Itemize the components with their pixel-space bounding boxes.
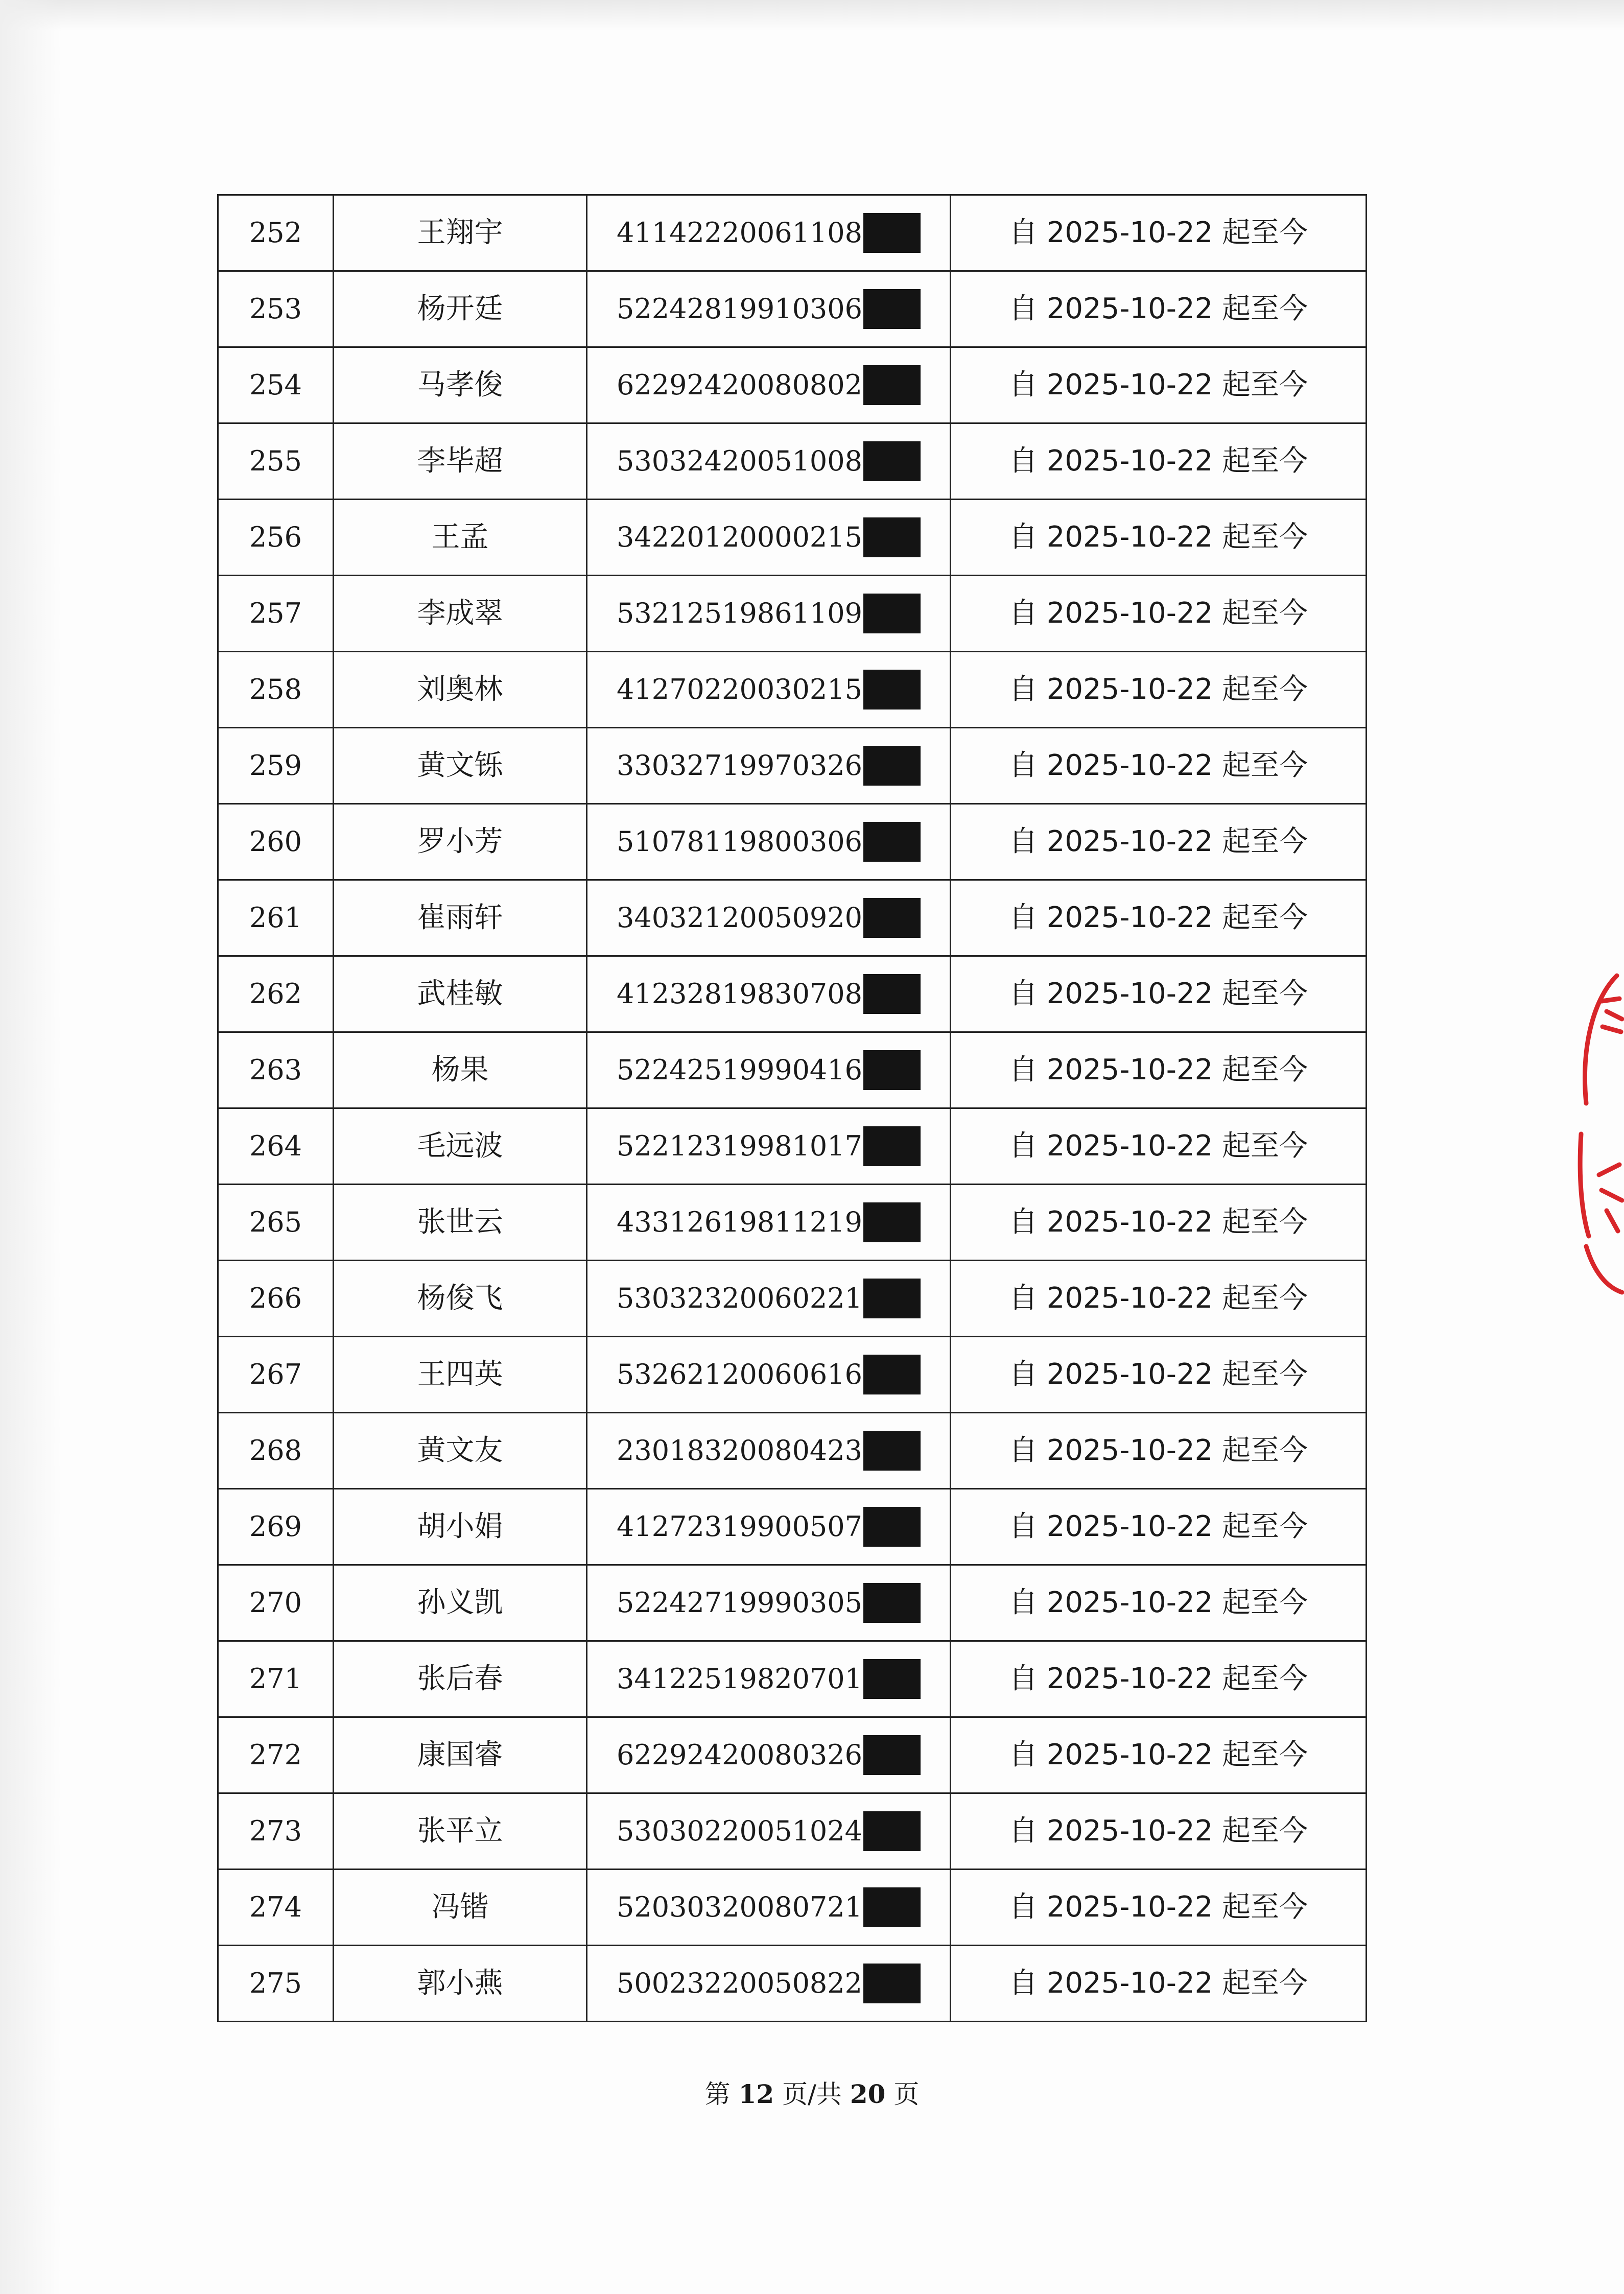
id-number-text: 52030320080721: [617, 1891, 862, 1923]
redaction-block: [863, 1887, 921, 1927]
id-number-cell: [587, 576, 951, 652]
row-number-cell: 274: [218, 1870, 334, 1946]
redaction-block: [863, 1735, 921, 1775]
redaction-block: [863, 441, 921, 481]
redaction-block: [863, 1507, 921, 1547]
row-number-cell: 275: [218, 1946, 334, 2022]
period-cell: 自 2025-10-22 起至今: [951, 804, 1367, 880]
period-cell: 自 2025-10-22 起至今: [951, 1337, 1367, 1413]
id-number-cell: [587, 500, 951, 576]
row-number-cell: 253: [218, 271, 334, 347]
id-number-cell: [587, 1413, 951, 1489]
table-row: [218, 956, 1367, 1032]
table-row: [218, 1337, 1367, 1413]
name-cell: 冯锴: [334, 1870, 587, 1946]
redaction-block: [863, 1279, 921, 1318]
name-cell: 黄文铄: [334, 728, 587, 804]
period-cell: 自 2025-10-22 起至今: [951, 728, 1367, 804]
period-cell: 自 2025-10-22 起至今: [951, 1565, 1367, 1641]
redaction-block: [863, 746, 921, 786]
redaction-block: [863, 289, 921, 329]
id-number-text: 34220120000215: [617, 521, 862, 553]
table-row: [218, 423, 1367, 500]
name-cell: 王孟: [334, 500, 587, 576]
table-row: [218, 1793, 1367, 1870]
id-number-cell: [587, 1717, 951, 1793]
row-number-cell: 252: [218, 195, 334, 271]
name-cell: 李毕超: [334, 423, 587, 500]
name-cell: 刘奥林: [334, 652, 587, 728]
period-cell: 自 2025-10-22 起至今: [951, 576, 1367, 652]
id-number-text: 52242519990416: [617, 1054, 862, 1086]
scan-shadow-top: [0, 0, 1624, 31]
id-number-text: 41232819830708: [617, 978, 862, 1010]
row-number-cell: 258: [218, 652, 334, 728]
name-cell: 黄文友: [334, 1413, 587, 1489]
name-cell: 毛远波: [334, 1108, 587, 1185]
total-page-count: 20: [850, 2079, 886, 2109]
table-row: [218, 728, 1367, 804]
period-cell: 自 2025-10-22 起至今: [951, 1108, 1367, 1185]
table-row: [218, 1032, 1367, 1108]
footer-middle: 页/共: [782, 2079, 842, 2109]
id-number-text: 53032420051008: [617, 445, 862, 477]
id-number-text: 41142220061108: [617, 217, 862, 249]
table-row: [218, 576, 1367, 652]
id-number-text: 43312619811219: [617, 1206, 862, 1238]
id-number-cell: [587, 347, 951, 423]
row-number-cell: 257: [218, 576, 334, 652]
row-number-cell: 268: [218, 1413, 334, 1489]
id-number-text: 34032120050920: [617, 902, 862, 934]
table-row: [218, 1565, 1367, 1641]
id-number-cell: [587, 1793, 951, 1870]
period-cell: 自 2025-10-22 起至今: [951, 347, 1367, 423]
table-row: [218, 500, 1367, 576]
period-cell: 自 2025-10-22 起至今: [951, 1032, 1367, 1108]
id-number-cell: [587, 1641, 951, 1717]
name-cell: 胡小娟: [334, 1489, 587, 1565]
id-number-cell: [587, 1870, 951, 1946]
row-number-cell: 262: [218, 956, 334, 1032]
id-number-cell: [587, 652, 951, 728]
footer-prefix: 第: [704, 2079, 731, 2109]
table-row: [218, 804, 1367, 880]
redaction-block: [863, 1811, 921, 1851]
redaction-block: [863, 517, 921, 557]
period-cell: 自 2025-10-22 起至今: [951, 1717, 1367, 1793]
id-number-cell: [587, 804, 951, 880]
redaction-block: [863, 365, 921, 405]
row-number-cell: 272: [218, 1717, 334, 1793]
period-cell: 自 2025-10-22 起至今: [951, 271, 1367, 347]
name-cell: 张后春: [334, 1641, 587, 1717]
table-row: [218, 652, 1367, 728]
name-cell: 马孝俊: [334, 347, 587, 423]
row-number-cell: 270: [218, 1565, 334, 1641]
name-cell: 杨开廷: [334, 271, 587, 347]
table-row: [218, 195, 1367, 271]
period-cell: 自 2025-10-22 起至今: [951, 1489, 1367, 1565]
name-cell: 杨果: [334, 1032, 587, 1108]
id-number-cell: [587, 1337, 951, 1413]
row-number-cell: 263: [218, 1032, 334, 1108]
redaction-block: [863, 898, 921, 938]
id-number-text: 50023220050822: [617, 1967, 862, 1999]
id-number-text: 34122519820701: [617, 1663, 862, 1695]
redaction-block: [863, 1964, 921, 2003]
row-number-cell: 261: [218, 880, 334, 956]
id-number-cell: [587, 956, 951, 1032]
roster-table: [217, 194, 1367, 2022]
redaction-block: [863, 822, 921, 862]
table-row: [218, 1489, 1367, 1565]
name-cell: 杨俊飞: [334, 1261, 587, 1337]
row-number-cell: 271: [218, 1641, 334, 1717]
id-number-cell: [587, 1185, 951, 1261]
id-number-text: 52242819910306: [617, 293, 862, 325]
redaction-block: [863, 594, 921, 633]
id-number-cell: [587, 880, 951, 956]
redaction-block: [863, 1431, 921, 1471]
redaction-block: [863, 974, 921, 1014]
name-cell: 康国睿: [334, 1717, 587, 1793]
row-number-cell: 259: [218, 728, 334, 804]
row-number-cell: 265: [218, 1185, 334, 1261]
period-cell: 自 2025-10-22 起至今: [951, 1413, 1367, 1489]
id-number-cell: [587, 195, 951, 271]
period-cell: 自 2025-10-22 起至今: [951, 652, 1367, 728]
name-cell: 王翔宇: [334, 195, 587, 271]
row-number-cell: 267: [218, 1337, 334, 1413]
table-row: [218, 1641, 1367, 1717]
id-number-cell: [587, 728, 951, 804]
id-number-text: 53032320060221: [617, 1282, 862, 1314]
table-row: [218, 347, 1367, 423]
name-cell: 李成翠: [334, 576, 587, 652]
period-cell: 自 2025-10-22 起至今: [951, 195, 1367, 271]
footer-suffix: 页: [893, 2079, 920, 2109]
period-cell: 自 2025-10-22 起至今: [951, 1641, 1367, 1717]
period-cell: 自 2025-10-22 起至今: [951, 500, 1367, 576]
id-number-cell: [587, 271, 951, 347]
id-number-text: 33032719970326: [617, 749, 862, 782]
row-number-cell: 256: [218, 500, 334, 576]
table-row: [218, 1946, 1367, 2022]
redaction-block: [863, 1659, 921, 1699]
row-number-cell: 273: [218, 1793, 334, 1870]
roster-table-body: [218, 195, 1367, 2022]
redaction-block: [863, 213, 921, 253]
id-number-text: 52242719990305: [617, 1587, 862, 1619]
id-number-cell: [587, 1489, 951, 1565]
id-number-text: 51078119800306: [617, 825, 862, 858]
id-number-text: 41270220030215: [617, 673, 862, 705]
id-number-text: 41272319900507: [617, 1510, 862, 1543]
row-number-cell: 260: [218, 804, 334, 880]
period-cell: 自 2025-10-22 起至今: [951, 880, 1367, 956]
name-cell: 崔雨轩: [334, 880, 587, 956]
page-footer: [0, 2074, 1624, 2111]
table-row: [218, 271, 1367, 347]
id-number-text: 62292420080802: [617, 369, 862, 401]
id-number-text: 53262120060616: [617, 1358, 862, 1390]
table-row: [218, 1717, 1367, 1793]
table-row: [218, 880, 1367, 956]
period-cell: 自 2025-10-22 起至今: [951, 1870, 1367, 1946]
id-number-text: 62292420080326: [617, 1739, 862, 1771]
period-cell: 自 2025-10-22 起至今: [951, 956, 1367, 1032]
id-number-cell: [587, 1108, 951, 1185]
id-number-cell: [587, 1565, 951, 1641]
redaction-block: [863, 1202, 921, 1242]
table-row: [218, 1261, 1367, 1337]
current-page-number: 12: [738, 2079, 774, 2109]
table-row: [218, 1413, 1367, 1489]
id-number-text: 23018320080423: [617, 1434, 862, 1467]
red-seal-stamp-fragment: [1571, 971, 1624, 1297]
id-number-text: 53212519861109: [617, 597, 862, 629]
id-number-cell: [587, 1946, 951, 2022]
name-cell: 孙义凯: [334, 1565, 587, 1641]
id-number-cell: [587, 423, 951, 500]
id-number-text: 53030220051024: [617, 1815, 862, 1847]
table-row: [218, 1870, 1367, 1946]
redaction-block: [863, 1126, 921, 1166]
name-cell: 郭小燕: [334, 1946, 587, 2022]
row-number-cell: 254: [218, 347, 334, 423]
id-number-text: 52212319981017: [617, 1130, 862, 1162]
period-cell: 自 2025-10-22 起至今: [951, 423, 1367, 500]
scan-shadow-left: [0, 0, 61, 2294]
id-number-cell: [587, 1261, 951, 1337]
name-cell: 武桂敏: [334, 956, 587, 1032]
period-cell: 自 2025-10-22 起至今: [951, 1793, 1367, 1870]
redaction-block: [863, 670, 921, 710]
name-cell: 王四英: [334, 1337, 587, 1413]
period-cell: 自 2025-10-22 起至今: [951, 1261, 1367, 1337]
period-cell: 自 2025-10-22 起至今: [951, 1946, 1367, 2022]
row-number-cell: 255: [218, 423, 334, 500]
redaction-block: [863, 1050, 921, 1090]
name-cell: 罗小芳: [334, 804, 587, 880]
name-cell: 张世云: [334, 1185, 587, 1261]
row-number-cell: 264: [218, 1108, 334, 1185]
redaction-block: [863, 1583, 921, 1623]
table-row: [218, 1185, 1367, 1261]
name-cell: 张平立: [334, 1793, 587, 1870]
redaction-block: [863, 1355, 921, 1394]
row-number-cell: 266: [218, 1261, 334, 1337]
row-number-cell: 269: [218, 1489, 334, 1565]
table-row: [218, 1108, 1367, 1185]
period-cell: 自 2025-10-22 起至今: [951, 1185, 1367, 1261]
id-number-cell: [587, 1032, 951, 1108]
